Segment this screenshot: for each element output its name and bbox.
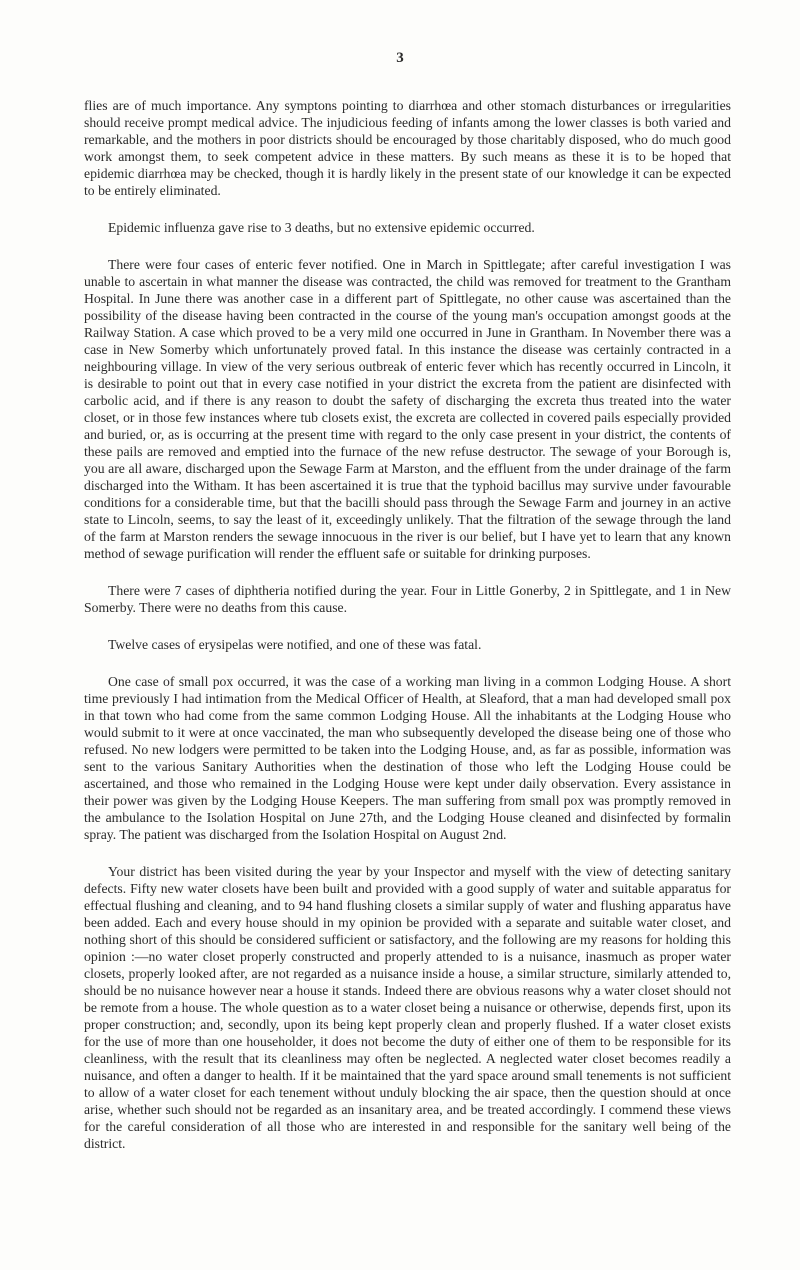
paragraph-erysipelas: Twelve cases of erysipelas were notified, and one of these was fatal.: [108, 637, 482, 652]
paragraph-sanitary-defects: Your district has been visited during the year by your Inspector and myself with the view of detecting sanitary defects. Fifty new water closets have been built and provided with a good supply of water and suitable apparatus for effectual flushing and cleaning, and to 94 hand flushing closets a similar supply of water and flushing apparatus have been added. Each and every house should in my opinion be provided with a separate and suitable water closet, and nothing short of this should be considered sufficient or satisfactory, and the following are my reasons for holding this opinion :—no water closet properly constructed and properly attended to is a nuisance, inasmuch as proper water closets, properly looked after, are not regarded as a nuisance inside a house, a similar structure, similarly attended to, should be no nuisance however near a house it stands. Indeed there are obvious reasons why a water closet should not be remote from a house. The whole question as to a water closet being a nuisance or otherwise, depends first, upon its proper construction; and, secondly, upon its being kept properly clean and properly flushed. If a water closet exists for the use of more than one householder, it does not become the duty of either one of them to be responsible for its cleanliness, with the result that its cleanliness may often be neglected. A neglected water closet becomes readily a nuisance, and often a danger to health. If it be maintained that the yard space around small tenements is not sufficient to allow of a water closet for each tenement without unduly blocking the air space, then the question should at once arise, whether such should not be regarded as an insanitary area, and be treated accordingly. I commend these views for the careful consideration of all those who are interested in and responsible for the sanitary well being of the district.: [84, 864, 731, 1151]
paragraph-enteric-fever: There were four cases of enteric fever notified. One in March in Spittlegate; after careful investigation I was unable to ascertain in what manner the disease was contracted, the child was removed for treatment to the Grantham Hospital. In June there was another case in a different part of Spittlegate, no other cause was ascertained than the possibility of the disease having been contracted in the course of the young man's occupation amongst goods at the Railway Station. A case which proved to be a very mild one occurred in June in Grantham. In November there was a case in New Somerby which unfortunately proved fatal. In this instance the disease was certainly contracted in a neighbouring village. In view of the very serious outbreak of enteric fever which has recently occurred in Lincoln, it is desirable to point out that in every case notified in your district the excreta from the patient are disinfected with carbolic acid, and if there is any reason to doubt the safety of discharging the excreta thus treated into the water closet, or in those few instances where tub closets exist, the excreta are collected in covered pails especially provided and buried, or, as is occurring at the present time with regard to the only case present in your district, the contents of these pails are removed and emptied into the furnace of the new refuse destructor. The sewage of your Borough is, you are all aware, discharged upon the Sewage Farm at Marston, and the effluent from the under drainage of the farm discharged into the Witham. It has been ascertained it is true that the typhoid bacillus may survive under favourable conditions for a considerable time, but that the bacilli should pass through the Sewage Farm and journey in an active state to Lincoln, seems, to say the least of it, exceedingly unlikely. That the filtration of the sewage through the land of the farm at Marston renders the sewage innocuous in the river is our belief, but I have yet to learn that any known method of sewage purification will render the effluent safe or suitable for drinking purposes.: [84, 257, 731, 561]
paragraph-diarrhoea-continued: flies are of much importance. Any symptons pointing to diarrhœa and other stomach disturbances or irregularities should receive prompt medical advice. The injudicious feeding of infants among the lower classes is both varied and remarkable, and the mothers in poor districts should be encouraged by those charitably disposed, who do much good work amongst them, to seek competent advice in these matters. By such means as these it is to be hoped that epidemic diarrhœa may be checked, though it is hardly likely in the present state of our knowledge it can be expected to be entirely eliminated.: [84, 98, 731, 198]
paragraph-small-pox: One case of small pox occurred, it was the case of a working man living in a common Lodging House. A short time previously I had intimation from the Medical Officer of Health, at Sleaford, that a man had developed small pox in that town who had come from the same common Lodging House. All the inhabitants at the Lodging House who would submit to it were at once vaccinated, the man who subsequently developed the disease being one of those who refused. No new lodgers were permitted to be taken into the Lodging House, and, as far as possible, information was sent to the various Sanitary Authorities when the destination of those who left the Lodging House could be ascertained, and those who remained in the Lodging House were kept under daily observation. Every assistance in their power was given by the Lodging House Keepers. The man suffering from small pox was promptly removed in the ambulance to the Isolation Hospital on June 27th, and the Lodging House cleaned and disinfected by formalin spray. The patient was discharged from the Isolation Hospital on August 2nd.: [84, 674, 731, 842]
paragraph-diphtheria: There were 7 cases of diphtheria notified during the year. Four in Little Gonerby, 2 in Spittlegate, and 1 in New Somerby. There were no deaths from this cause.: [84, 583, 731, 615]
paragraph-influenza: Epidemic influenza gave rise to 3 deaths, but no extensive epidemic occurred.: [108, 220, 535, 235]
body-text: [84, 97, 731, 1172]
page-number: 3: [396, 50, 404, 66]
